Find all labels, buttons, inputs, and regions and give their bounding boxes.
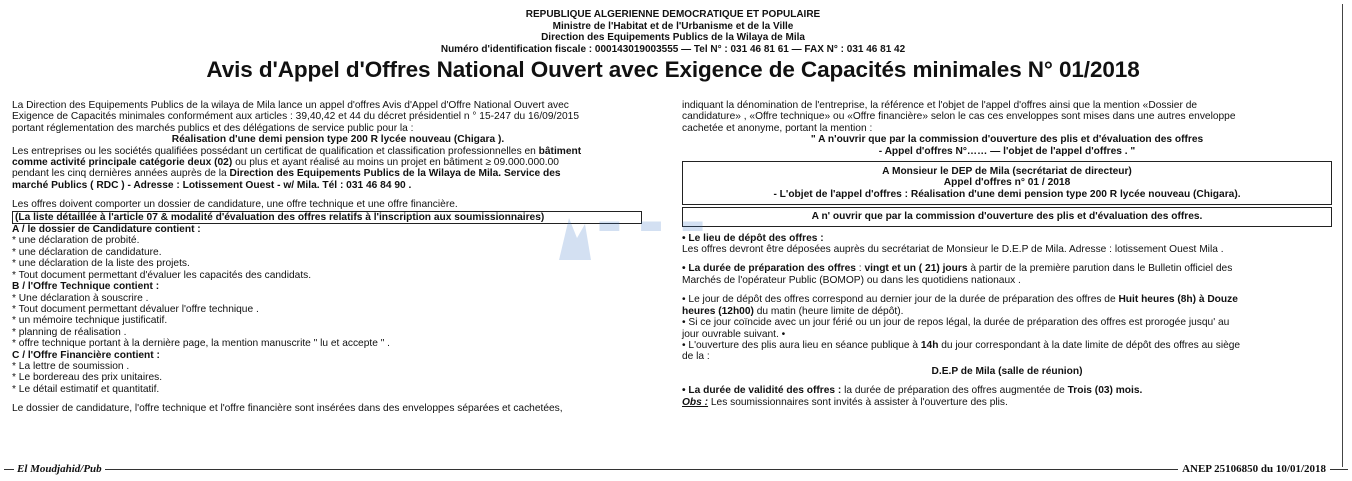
deposit-day-line-1: [682, 294, 1332, 305]
opening-notice-box: A n' ouvrir que par la commission d'ouverture des plis et d'évaluation des offres.: [682, 207, 1332, 226]
text-bold: • La durée de validité des offres :: [682, 385, 842, 397]
list-item: * une déclaration de la liste des projets.: [12, 258, 190, 270]
text: du matin (heure limite de dépôt).: [753, 305, 904, 317]
text: à partir de la première parution dans le Bulletin officiel des: [967, 263, 1233, 275]
project-name: Réalisation d'une demi pension type 200 R lycée nouveau (Chigara ).: [171, 134, 505, 146]
spacer: [682, 255, 1332, 263]
meeting-room: D.E.P de Mila (salle de réunion): [931, 365, 1083, 377]
list-item: * une déclaration de candidature.: [12, 246, 162, 258]
header-direction: Direction des Equipements Publics de la Wilaya de Mila: [541, 32, 805, 43]
address-recipient: A Monsieur le DEP de Mila (secrétariat de directeur): [882, 166, 1132, 178]
spacer: [12, 395, 664, 403]
spacer: [682, 377, 1332, 385]
holiday-line-2: jour ouvrable suivant. •: [682, 328, 786, 340]
text: ou plus et ayant réalisé au moins un projet en bâtiment ≥ 09.000.000.00: [232, 157, 559, 169]
offers-detail: [12, 211, 664, 224]
envelope-mention-2: - Appel d'offres N°…… — l'objet de l'appel d'offres . ": [878, 145, 1136, 157]
opening-line-2: de la :: [682, 351, 710, 363]
spacer: [12, 191, 664, 199]
intro-line-3: portant réglementation des marchés publics et des délégations de service public pour la :: [12, 122, 414, 134]
right-column: [682, 100, 1332, 408]
intro-line-2: Exigence de Capacités minimales conformément aux articles : 39,40,42 et 44 du décret présidentiel n ° 15-247 du 16/09/2015: [12, 111, 579, 123]
list-item: * Tout document permettant d'évaluer les capacités des candidats.: [12, 269, 312, 281]
text-bold: Direction des Equipements Publics de la Wilaya de Mila. Service des: [229, 168, 561, 180]
text-bold: comme activité principale catégorie deux (02): [12, 157, 233, 169]
deposit-day-line-2: [682, 306, 1332, 317]
envelopes-line-2: candidature» , «Offre technique» ou «Offre financière» selon le cas ces enveloppes sont mises dans une autres enveloppe: [682, 111, 1236, 123]
watermark-shape: ▬ ▬ ▬: [597, 210, 709, 240]
holiday-line-1: • Si ce jour coïncide avec un jour férié ou un jour de repos légal, la durée de préparation des offres est prorogée jusqu' au: [682, 317, 1230, 329]
list-item: * La lettre de soumission .: [12, 360, 130, 372]
duration-line-1: [682, 263, 1332, 274]
text: du jour correspondant à la date limite de dépôt des offres au siège: [938, 339, 1241, 351]
left-column: [12, 100, 664, 415]
eligibility-line-2: [12, 157, 664, 168]
deposit-place-text: Les offres devront être déposées auprès du secrétariat de Monsieur le D.E.P de Mila. Adresse : lotissement Ouest Mila .: [682, 244, 1224, 256]
list-item: * Tout document permettant dévaluer l'offre technique .: [12, 303, 259, 315]
text: • Le jour de dépôt des offres correspond au dernier jour de la durée de préparation des offres de: [682, 294, 1119, 306]
header-contact: Numéro d'identification fiscale : 000143019003555 — Tel N° : 031 46 81 61 — FAX N° : 031 46 81 42: [440, 43, 906, 55]
envelopes-line-1: indiquant la dénomination de l'entreprise, la référence et l'objet de l'appel d'offres ainsi que la mention «Dossier de: [682, 100, 1198, 111]
header-ministry: Ministre de l'Habitat et de l'Urbanisme et de la Ville: [552, 20, 794, 32]
eligibility-line-3: [12, 168, 664, 179]
spacer: [682, 286, 1332, 294]
text: Les entreprises ou les sociétés qualifiées possédant un certificat de qualification et classification professionnelles en: [12, 145, 539, 157]
duration-line-2: Marchés de l'opérateur Public (BOMOP) ou dans les quotidiens nationaux .: [682, 274, 1021, 286]
footer-rule: [4, 469, 1348, 470]
section-c-title: C / l'Offre Financière contient :: [12, 349, 160, 361]
page-title: Avis d'Appel d'Offres National Ouvert avec Exigence de Capacités minimales N° 01/2018: [206, 57, 1140, 82]
eligibility-line-4: marché Publics ( RDC ) - Adresse : Lotissement Ouest - w/ Mila. Tél : 031 46 84 90 .: [12, 179, 412, 191]
text-bold: Huit heures (8h) à Douze: [1118, 294, 1238, 306]
text-bold: 14h: [920, 339, 939, 351]
validity-line: [682, 385, 1332, 396]
observation-line: [682, 397, 1332, 408]
text-bold: Trois (03) mois.: [1067, 385, 1143, 397]
text: Les soumissionnaires sont invités à assister à l'ouverture des plis.: [708, 396, 1008, 408]
text: pendant les cinq dernières années auprès de la: [12, 168, 230, 180]
offers-intro: Les offres doivent comporter un dossier de candidature, une offre technique et une offre financière.: [12, 199, 458, 211]
list-item: * planning de réalisation .: [12, 326, 127, 338]
text-bold: heures (12h00): [682, 305, 754, 317]
envelope-mention-1: " A n'ouvrir que par la commission d'ouverture des plis et d'évaluation des offres: [810, 134, 1204, 146]
text: la durée de préparation des offres augmentée de: [841, 385, 1068, 397]
notice-frame: [4, 4, 1343, 467]
offers-detail-box: (La liste détaillée à l'article 07 & modalité d'évaluation des offres relatifs à l'inscription aux soumissionnaires): [12, 211, 642, 224]
envelopes-line-3: cachetée et anonyme, portant la mention :: [682, 122, 873, 134]
envelopes-text: Le dossier de candidature, l'offre technique et l'offre financière sont insérées dans des enveloppes séparées et cachetées,: [12, 403, 563, 415]
list-item: * Le bordereau des prix unitaires.: [12, 372, 163, 384]
footer-publisher: El Moudjahid/Pub: [14, 463, 105, 475]
address-object: - L'objet de l'appel d'offres : Réalisation d'une demi pension type 200 R lycée nouveau (Chigara).: [773, 188, 1241, 200]
list-item: * Une déclaration à souscrire .: [12, 292, 149, 304]
address-tender-number: Appel d'offres n° 01 / 2018: [943, 177, 1071, 189]
address-box: [682, 161, 1332, 205]
list-item: * une déclaration de probité.: [12, 235, 140, 247]
footer-reference: ANEP 25106850 du 10/01/2018: [1178, 463, 1330, 475]
text-bold: vingt et un ( 21) jours: [864, 263, 968, 275]
list-item: * un mémoire technique justificatif.: [12, 315, 168, 327]
text: :: [855, 263, 865, 275]
text: • L'ouverture des plis aura lieu en séance publique à: [682, 339, 921, 351]
text-bold: • La durée de préparation des offres: [682, 263, 856, 275]
deposit-place-title: • Le lieu de dépôt des offres :: [682, 232, 824, 244]
text-bold: Obs :: [682, 396, 709, 408]
intro-line-1: La Direction des Equipements Publics de la wilaya de Mila lance un appel d'offres Avis d'Appel d'Offre National Ouvert avec: [12, 100, 569, 111]
header: [4, 4, 1342, 55]
eligibility-line-1: [12, 146, 664, 157]
list-item: * Le détail estimatif et quantitatif.: [12, 383, 160, 395]
header-republic: REPUBLIQUE ALGERIENNE DEMOCRATIQUE ET POPULAIRE: [525, 9, 821, 20]
text-bold: bâtiment: [538, 145, 582, 157]
section-b-title: B / l'Offre Technique contient :: [12, 281, 160, 293]
section-a-title: A / le dossier de Candidature contient :: [12, 224, 201, 236]
list-item: * offre technique portant à la dernière page, la mention manuscrite " lu et accepte " .: [12, 338, 390, 350]
opening-line-1: [682, 340, 1332, 351]
footer: [4, 463, 1348, 477]
